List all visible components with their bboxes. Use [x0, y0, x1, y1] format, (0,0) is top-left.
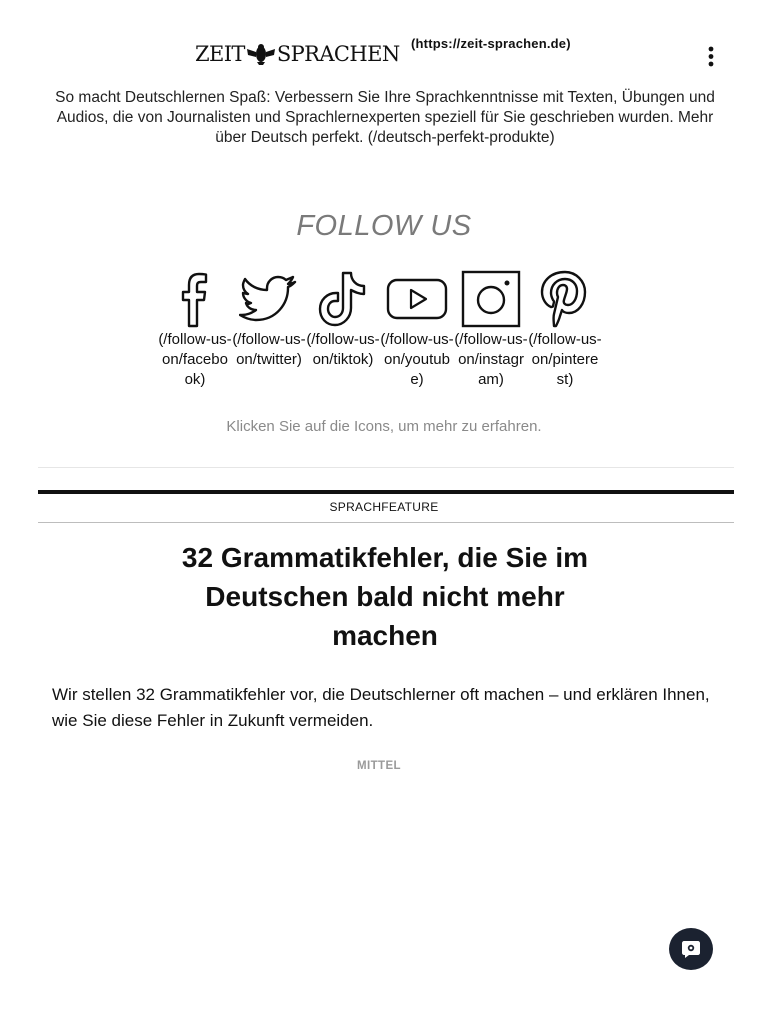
- follow-youtube-link[interactable]: [380, 270, 454, 390]
- youtube-label: (/follow-us-on/youtube): [380, 331, 454, 388]
- follow-facebook-link[interactable]: [158, 270, 232, 390]
- pinterest-label: (/follow-us-on/pinterest): [528, 331, 602, 388]
- intro-text: So macht Deutschlernen Spaß: Verbessern Sie Ihre Sprachkenntnisse mit Texten, Übungen und Audios, die von Journalisten und Sprachlernexperten speziell für Sie geschrieben wurden. Mehr über Deutsch perfekt. (/deutsch-perfekt-produkte): [55, 89, 715, 146]
- site-logo[interactable]: [195, 42, 400, 66]
- article-headline[interactable]: 32 Grammatikfehler, die Sie im Deutschen bald nicht mehr machen: [181, 542, 589, 651]
- article-teaser: Wir stellen 32 Grammatikfehler vor, die Deutschlerner oft machen – und erklären Ihnen, wie Sie diese Fehler in Zukunft vermeiden.: [52, 685, 710, 730]
- article-top-rule: [38, 490, 734, 494]
- tiktok-icon: [306, 270, 380, 330]
- level-badge: MITTEL: [357, 760, 401, 772]
- logo-link-text[interactable]: (https://zeit-sprachen.de): [411, 36, 571, 51]
- youtube-icon: [380, 270, 454, 330]
- follow-instagram-link[interactable]: [454, 270, 528, 390]
- chat-button[interactable]: [669, 928, 713, 970]
- follow-tiktok-link[interactable]: [306, 270, 380, 370]
- eagle-seal-icon: [246, 43, 276, 65]
- more-menu-button[interactable]: [698, 44, 724, 70]
- chat-icon: [680, 938, 702, 960]
- logo-word-sprachen: SPRACHEN: [276, 42, 400, 66]
- instagram-icon: [454, 270, 528, 330]
- tiktok-label: (/follow-us-on/tiktok): [306, 331, 380, 368]
- instagram-label: (/follow-us-on/instagram): [454, 331, 528, 388]
- logo-word-zeit: ZEIT: [195, 42, 245, 66]
- article-category-rule: [38, 522, 734, 523]
- follow-twitter-link[interactable]: [232, 270, 306, 370]
- twitter-label: (/follow-us-on/twitter): [232, 331, 306, 368]
- article-category[interactable]: SPRACHFEATURE: [329, 500, 439, 514]
- twitter-icon: [232, 270, 306, 330]
- follow-pinterest-link[interactable]: [528, 270, 602, 390]
- facebook-icon: [158, 270, 232, 330]
- follow-us-heading: FOLLOW US: [296, 210, 472, 242]
- pinterest-icon: [528, 270, 602, 330]
- site-header: [0, 0, 768, 80]
- section-divider: [38, 467, 734, 468]
- follow-hint-text: Klicken Sie auf die Icons, um mehr zu erfahren.: [226, 418, 542, 435]
- more-vertical-icon: [698, 44, 724, 70]
- facebook-label: (/follow-us-on/facebook): [158, 331, 232, 388]
